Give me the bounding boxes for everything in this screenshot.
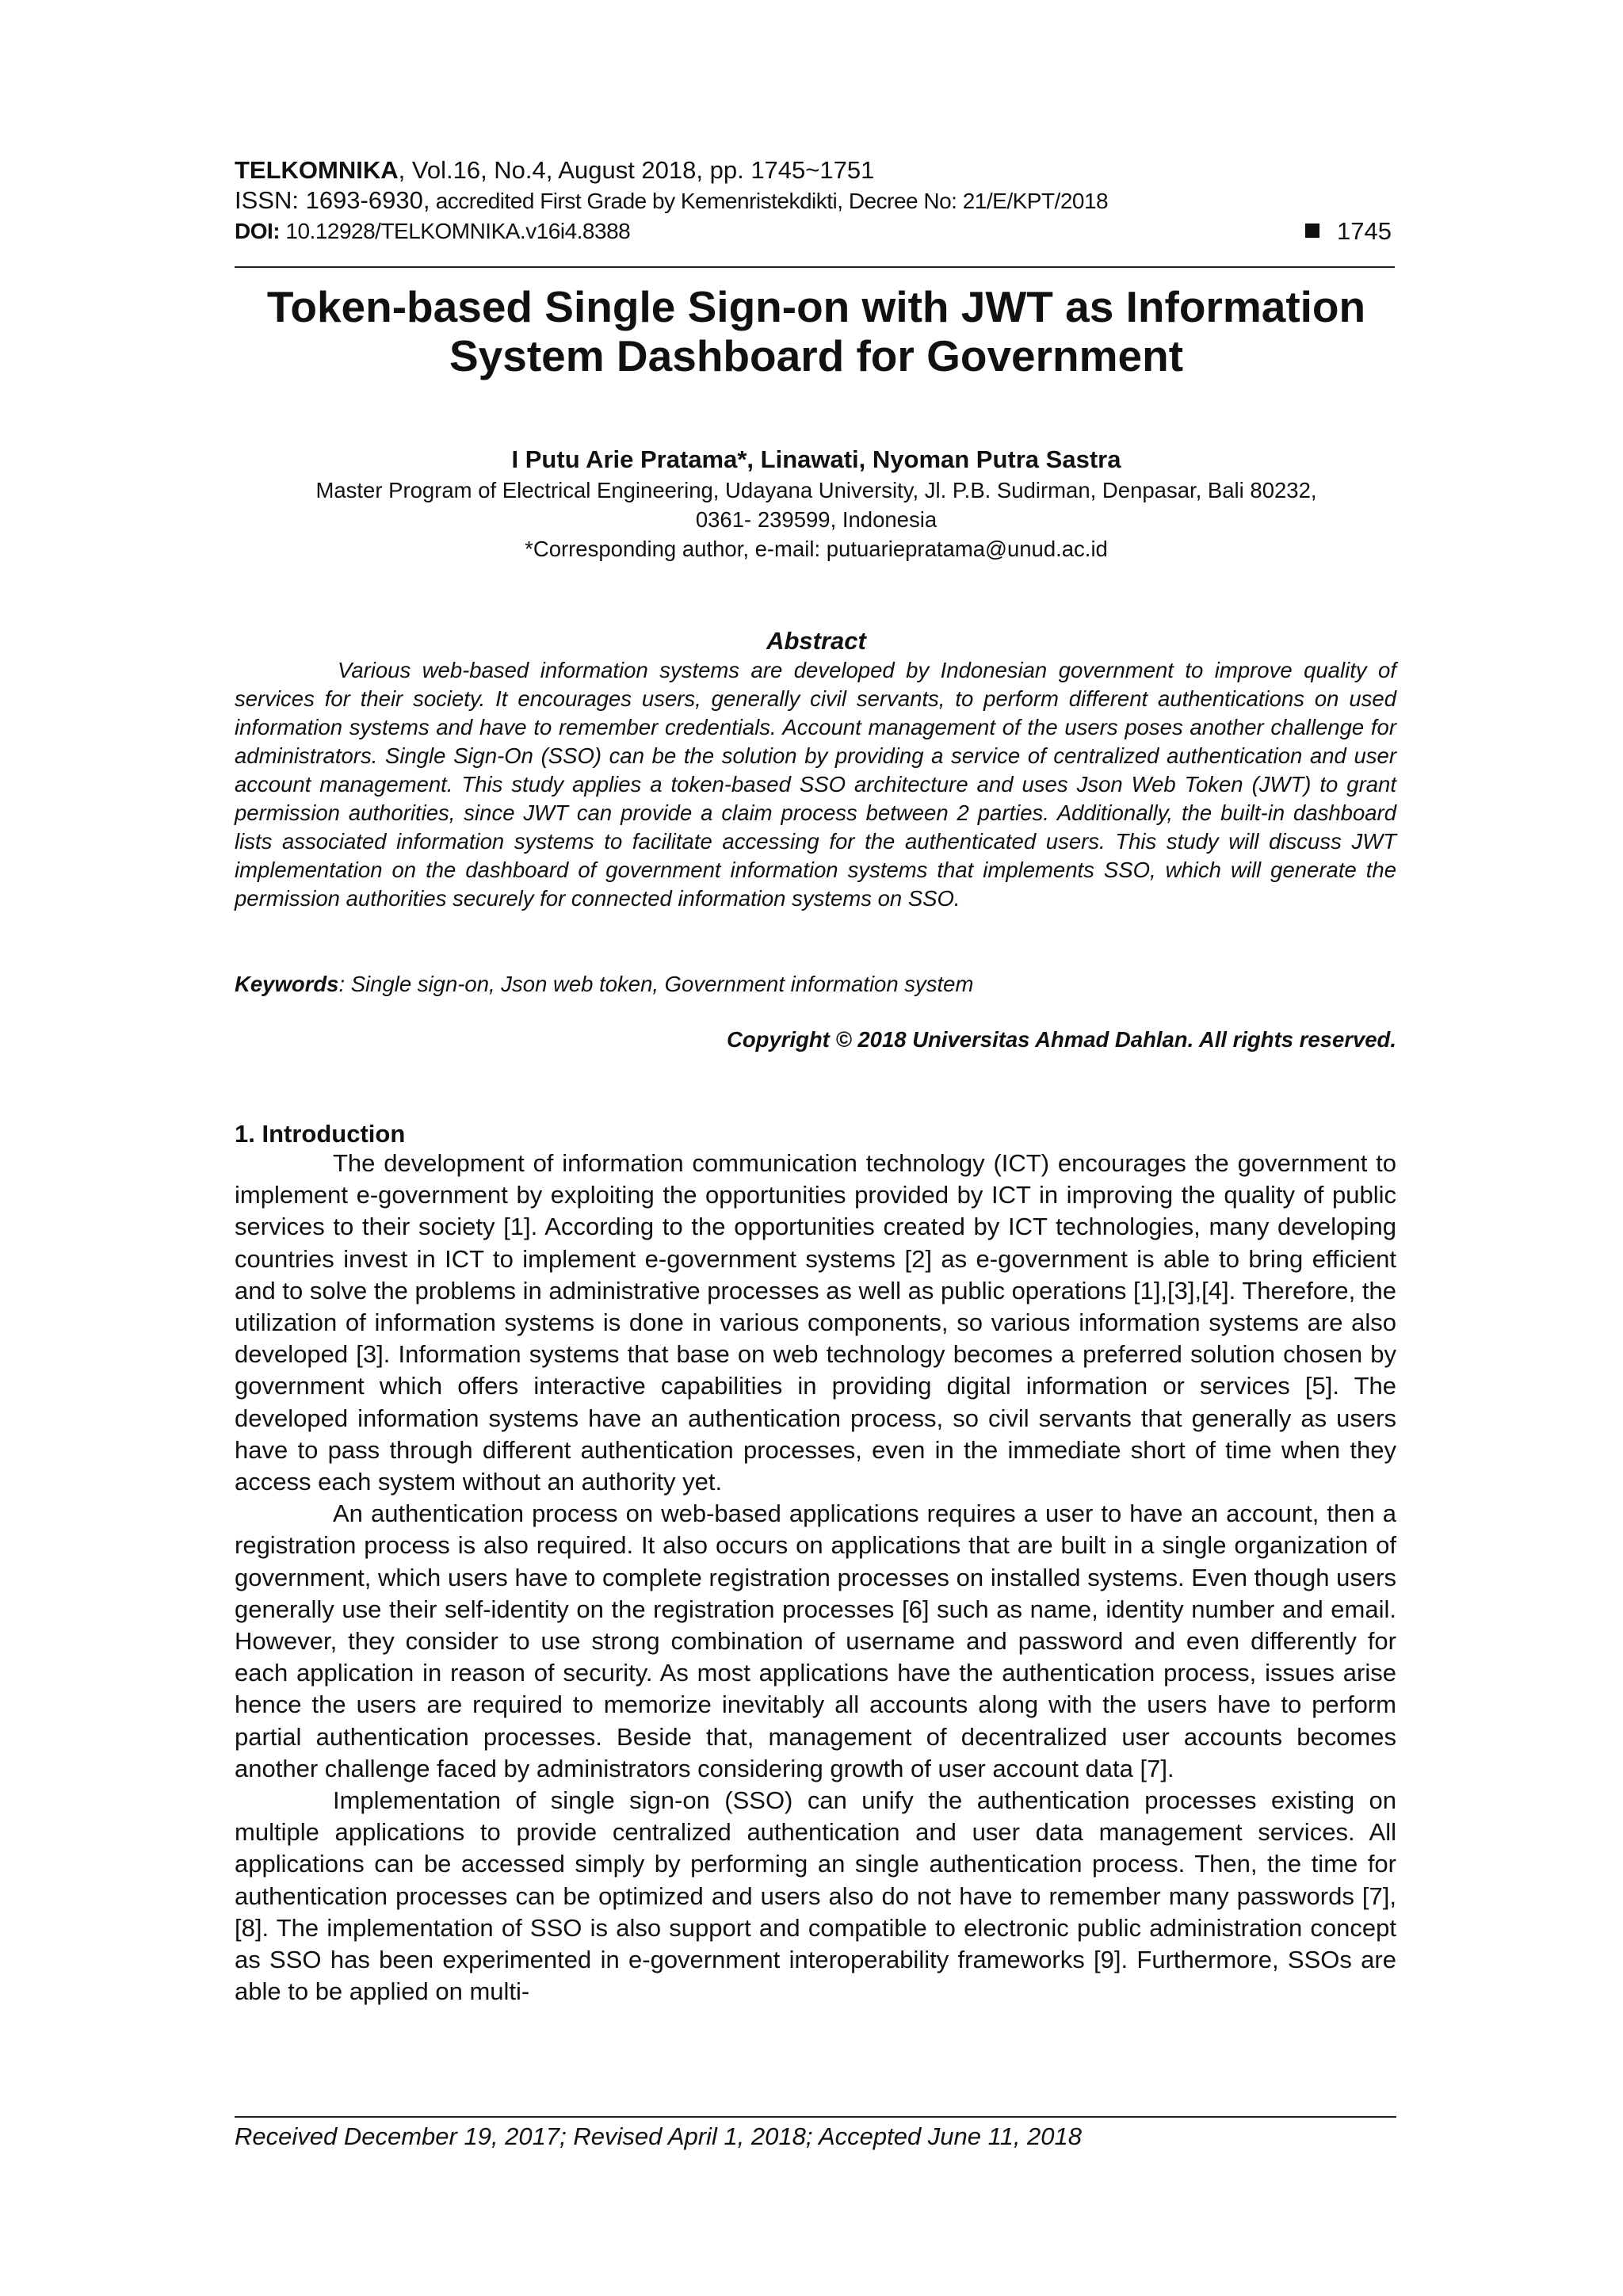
body-paragraph: The development of information communication technology (ICT) encourages the government to implement e-government by exploiting the opportunities provided by ICT in improving the quality of public services to their society [1]. According to the opportunities created by ICT technologies, many developing countries invest in ICT to implement e-government systems [2] as e-government is able to bring efficient and to solve the problems in administrative processes as well as public operations [1],[3],[4]. Therefore, the utilization of information systems is done in various components, so various information systems are also developed [3]. Information systems that base on web technology becomes a preferred solution chosen by government which offers interactive capabilities in providing digital information or services [5]. The developed information systems have an authentication process, so civil servants that generally as users have to pass through different authentication processes, even in the immediate short of time when they access each system without an authority yet. <box>235 1149 1396 1496</box>
affiliation-line: Master Program of Electrical Engineering, Udayana University, Jl. P.B. Sudirman, Denpasar, Bali 80232, <box>315 478 1317 502</box>
paper-title: Token-based Single Sign-on with JWT as Information System Dashboard for Government <box>266 282 1366 380</box>
volume-info: , Vol.16, No.4, August 2018, pp. 1745~1751 <box>398 156 875 184</box>
journal-citation-line <box>235 155 1400 185</box>
page-number-text: 1745 <box>1337 217 1392 245</box>
keywords <box>235 970 1396 999</box>
section-heading: 1. Introduction <box>235 1120 406 1148</box>
page-number <box>1305 216 1392 246</box>
keywords-label: Keywords <box>235 972 339 996</box>
journal-header <box>235 155 1400 246</box>
doi-line <box>235 216 1400 246</box>
affiliation-line: 0361- 239599, Indonesia <box>695 507 938 532</box>
issn-line <box>235 185 1400 216</box>
issn-label: ISSN: 1693-6930, <box>235 186 430 214</box>
abstract-text: Various web-based information systems are developed by Indonesian government to improve quality of services for their society. It encourages users, generally civil servants, to perform different authentications on used information systems and have to remember credentials. Account management of the users poses another challenge for administrators. Single Sign-On (SSO) can be the solution by providing a service of centralized authentication and user account management. This study applies a token-based SSO architecture and uses Json Web Token (JWT) to grant permission authorities, since JWT can provide a claim process between 2 parties. Additionally, the built-in dashboard lists associated information systems to facilitate accessing for the authenticated users. This study will discuss JWT implementation on the dashboard of government information systems that implements SSO, which will generate the permission authorities securely for connected information systems on SSO. <box>235 658 1396 911</box>
received-dates: Received December 19, 2017; Revised April 1, 2018; Accepted June 11, 2018 <box>235 2122 1083 2150</box>
doi-value: 10.12928/TELKOMNIKA.v16i4.8388 <box>280 219 631 243</box>
section-body <box>235 1148 1396 2008</box>
header-divider <box>235 266 1395 268</box>
black-square-icon <box>1305 223 1319 238</box>
copyright-notice: Copyright © 2018 Universitas Ahmad Dahlan. All rights reserved. <box>726 1027 1396 1052</box>
doi-label: DOI: <box>235 219 281 243</box>
journal-name: TELKOMNIKA <box>235 156 399 184</box>
keywords-text: : Single sign-on, Json web token, Government information system <box>338 972 974 996</box>
abstract-heading: Abstract <box>766 627 866 655</box>
author-list: I Putu Arie Pratama*, Linawati, Nyoman Putra Sastra <box>511 445 1121 473</box>
accreditation-text: accredited First Grade by Kemenristekdikti, Decree No: 21/E/KPT/2018 <box>430 189 1109 213</box>
body-paragraph: An authentication process on web-based applications requires a user to have an account, then a registration process is also required. It also occurs on applications that are built in a single organization of government, which users have to complete registration processes on installed systems. Even though users generally use their self-identity on the registration processes [6] such as name, identity number and email. However, they consider to use strong combination of username and password and even differently for each application in reason of security. As most applications have the authentication process, issues arise hence the users are required to memorize inevitably all accounts along with the users have to perform partial authentication processes. Beside that, management of decentralized user accounts becomes another challenge faced by administrators considering growth of user account data [7]. <box>235 1499 1396 1782</box>
body-paragraph: Implementation of single sign-on (SSO) can unify the authentication processes existing on multiple applications to provide centralized authentication and user data management services. All applications can be accessed simply by performing an single authentication process. Then, the time for authentication processes can be optimized and users also do not have to remember many passwords [7], [8]. The implementation of SSO is also support and compatible to electronic public administration concept as SSO has been experimented in e-government interoperability frameworks [9]. Furthermore, SSOs are able to be applied on multi- <box>235 1786 1396 2006</box>
footer-divider <box>235 2116 1396 2118</box>
affiliation <box>206 476 1426 563</box>
corresponding-author: *Corresponding author, e-mail: putuariepratama@unud.ac.id <box>525 537 1108 561</box>
